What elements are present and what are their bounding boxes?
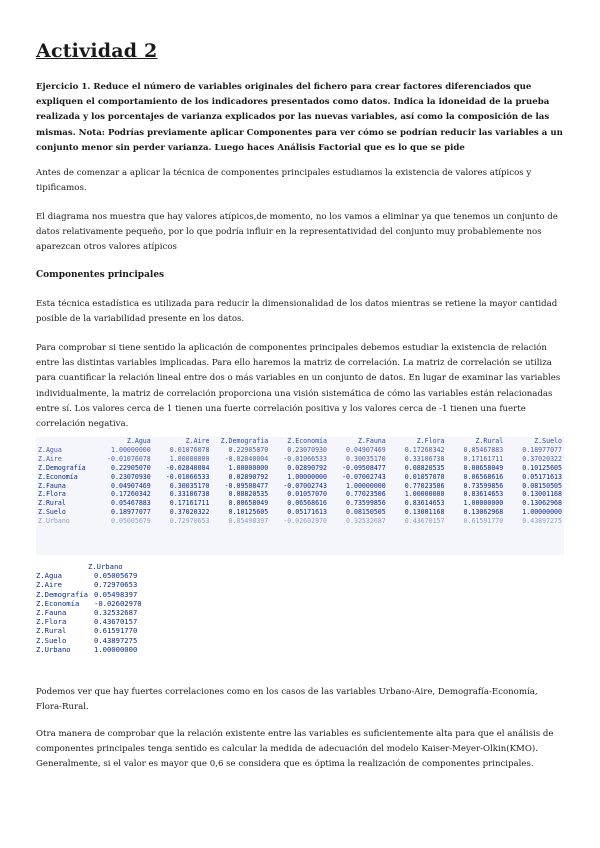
correlation-paragraph: Para comprobar si tiene sentido la aplicación de componentes principales debemos estudiar la existencia de relación entre las distintas variables implicadas. Para ello haremos la matriz de correlación. La matriz de correlación se utiliza para cuantificar la relación lineal entre dos o más variables en un conjunto de datos. En lugar de examinar las variables individualmente, la matriz de correlación proporciona una visión sistemática de cómo las variables están relacionadas entre sí. Los valores cerca de 1 tienen una fuerte correlación positiva y los valores cerca de -1 tienen una fuerte correlación negativa. (36, 343, 561, 430)
table-cell: 0.05171613 (522, 472, 562, 481)
table-cell: 0.33106738 (169, 490, 210, 499)
table-cell: -0.09508477 (224, 481, 269, 490)
table-cell: -0.01076078 (107, 454, 151, 463)
table-cell: 0.83614653 (463, 490, 504, 499)
table-cell: 0.77023506 (404, 481, 445, 490)
row-label: Z.Aire (38, 454, 62, 463)
table-cell: 0.00658049 (463, 463, 504, 472)
table-cell: 0.13062968 (463, 508, 504, 517)
table-cell: 1.00000000 (287, 472, 327, 481)
table-cell: 0.00658049 (228, 499, 269, 508)
column-header: Z.Economía (287, 437, 327, 445)
pca-paragraph: Esta técnica estadística es utilizada para reducir la dimensionalidad de los datos mientras se retiene la mayor cantidad posible de la variabilidad presente en los datos. (36, 299, 558, 325)
table-cell: 0.04907469 (346, 445, 386, 454)
correlation-matrix-table (36, 437, 564, 526)
table-cell: 1.00000000 (522, 508, 562, 517)
table-row (36, 482, 564, 491)
table-cell: 0.01057070 (404, 472, 445, 481)
correlation-matrix-output (36, 437, 564, 555)
table-cell: 0.18977077 (522, 445, 562, 454)
table-cell: 0.10125605 (228, 508, 269, 517)
row-value: -0.02602970 (94, 598, 142, 608)
list-item (36, 636, 146, 645)
table-cell: -0.02602970 (283, 517, 327, 526)
table-cell: 0.05005679 (111, 517, 151, 526)
table-cell: 0.06568616 (463, 472, 504, 481)
table-cell: 0.08150505 (522, 481, 562, 490)
table-cell: 0.10125605 (522, 463, 562, 472)
row-label: Z.Flora (38, 490, 66, 499)
row-value: 0.43897275 (94, 635, 138, 645)
urbano-column-header: Z.Urbano (88, 562, 123, 571)
row-value: 0.61591770 (94, 626, 138, 636)
table-cell: 0.08820535 (228, 490, 269, 499)
column-header: Z.Aire (185, 437, 210, 445)
table-cell: 0.13001168 (522, 490, 562, 499)
list-item (36, 626, 146, 635)
table-row (36, 464, 564, 473)
table-cell: 0.01057070 (287, 490, 327, 499)
intro-paragraph: Antes de comenzar a aplicar la técnica de componentes principales estudiamos la existencia de valores atípicos y tipificamos. (36, 168, 532, 194)
table-cell: 0.01076078 (169, 445, 210, 454)
row-label: Z.Suelo (36, 635, 67, 645)
table-cell: 0.30035170 (346, 454, 386, 463)
table-header-row (36, 437, 564, 446)
table-cell: 0.17161711 (169, 499, 210, 508)
table-cell: 0.37020322 (522, 454, 562, 463)
table-cell: 0.61591770 (463, 517, 504, 526)
table-cell: 0.02890792 (287, 463, 327, 472)
table-row (36, 508, 564, 517)
table-cell: -0.01066533 (165, 472, 210, 481)
table-cell: 0.23070930 (111, 472, 151, 481)
table-cell: -0.07002743 (283, 481, 327, 490)
table-cell: 0.06568616 (287, 499, 327, 508)
table-row (36, 499, 564, 508)
table-cell: 0.05467883 (463, 445, 504, 454)
table-cell: 0.08150505 (346, 508, 386, 517)
table-cell: 0.33106738 (404, 454, 445, 463)
list-item (36, 617, 146, 626)
table-cell: 1.00000000 (228, 463, 269, 472)
table-cell: 1.00000000 (463, 499, 504, 508)
row-label: Z.Urbano (36, 644, 71, 654)
list-item (36, 645, 146, 654)
outliers-paragraph: El diagrama nos muestra que hay valores atípicos,de momento, no los vamos a eliminar ya que tenemos un conjunto de datos relativamente pequeño, por lo que podría influir en la representatividad del conjunto muy probablemente nos aparezcan otros valores atípicos (36, 212, 558, 253)
row-label: Z.Agua (38, 445, 62, 454)
kmo-paragraph: Otra manera de comprobar que la relación existente entre las variables es suficientemente alta para que el análisis de componentes principales tenga sentido es calcular la medida de adecuación del modelo Kaiser-Meyer-Olkin(KMO). Generalmente, si el valor es mayor que 0,6 se considera que es óptima la realización de componentes principales. (36, 729, 554, 770)
table-cell: 0.32532687 (346, 517, 386, 526)
table-cell: 0.17260342 (404, 445, 445, 454)
row-value: 1.00000000 (94, 644, 138, 654)
column-header: Z.Rural (475, 437, 504, 445)
table-cell: 0.05498397 (228, 517, 269, 526)
table-cell: 0.43670157 (404, 517, 445, 526)
table-cell: 0.05467883 (111, 499, 151, 508)
row-value: 0.32532687 (94, 608, 138, 618)
table-cell: -0.01066533 (283, 454, 327, 463)
column-header: Z.Suelo (534, 437, 562, 445)
table-cell: 0.04907469 (111, 481, 151, 490)
table-cell: 0.77023506 (346, 490, 386, 499)
section-heading-pca: Componentes principales (36, 270, 165, 280)
exercise-statement: Ejercicio 1. Reduce el número de variables originales del fichero para crear factores diferenciados que expliquen el comportamiento de los indicadores presentados como datos. Indica la idoneidad de la prueba realizada y los porcentajes de varianza explicados por las nuevas variables, así como la composición de las mismas. Nota: Podrías previamente aplicar Componentes para ver cómo se podrían reducir las variables a un conjunto menor sin perder varianza. Luego haces Análisis Factorial que es lo que se pide (36, 82, 563, 153)
row-value: 0.43670157 (94, 617, 138, 627)
column-header: Z.Demografía (220, 437, 269, 445)
table-cell: 0.22905070 (228, 445, 269, 454)
row-label: Z.Flora (36, 617, 67, 627)
row-label: Z.Urbano (38, 517, 70, 526)
table-cell: 0.83614653 (404, 499, 445, 508)
row-label: Z.Suelo (38, 508, 66, 517)
table-cell: 0.05171613 (287, 508, 327, 517)
table-cell: 0.30035170 (169, 481, 210, 490)
column-header: Z.Flora (416, 437, 445, 445)
table-cell: 0.73599856 (346, 499, 386, 508)
table-cell: 0.17260342 (111, 490, 151, 499)
table-row (36, 455, 564, 464)
table-cell: 0.23070930 (287, 445, 327, 454)
table-cell: 0.08820535 (404, 463, 445, 472)
list-item (36, 608, 146, 617)
table-cell: -0.02840004 (165, 463, 210, 472)
row-label: Z.Demografía (38, 463, 86, 472)
table-row (36, 490, 564, 499)
row-value: 0.72970653 (94, 580, 138, 590)
table-row (36, 473, 564, 482)
column-header: Z.Agua (126, 437, 151, 445)
table-cell: 0.72970653 (169, 517, 210, 526)
table-cell: 0.73599856 (463, 481, 504, 490)
table-cell: 1.00000000 (169, 454, 210, 463)
urbano-column-output (36, 562, 146, 674)
row-label: Z.Rural (38, 499, 66, 508)
observation-paragraph: Podemos ver que hay fuertes correlaciones como en los casos de las variables Urbano-Aire, Demografía-Economía, Flora-Rural. (36, 687, 538, 713)
table-cell: -0.09508477 (342, 463, 386, 472)
table-cell: 0.17161711 (463, 454, 504, 463)
table-cell: 0.43897275 (522, 517, 562, 526)
column-header: Z.Fauna (357, 437, 386, 445)
row-label: Z.Fauna (36, 608, 67, 618)
list-item (36, 599, 146, 608)
list-item (36, 590, 146, 599)
table-row (36, 446, 564, 455)
table-row (36, 517, 564, 526)
row-label: Z.Rural (36, 626, 67, 636)
list-item (36, 571, 146, 580)
table-cell: 0.13062968 (522, 499, 562, 508)
table-cell: -0.07002743 (342, 472, 386, 481)
page-title: Actividad 2 (36, 40, 158, 62)
row-label: Z.Agua (36, 571, 62, 581)
row-label: Z.Economía (38, 472, 78, 481)
table-cell: 0.18977077 (111, 508, 151, 517)
row-label: Z.Demografía (36, 589, 88, 599)
table-cell: 0.37020322 (169, 508, 210, 517)
table-cell: 1.00000000 (111, 445, 151, 454)
table-corner-cell (36, 437, 94, 446)
row-label: Z.Aire (36, 580, 62, 590)
row-value: 0.05498397 (94, 589, 138, 599)
table-cell: 0.22905070 (111, 463, 151, 472)
row-value: 0.05005679 (94, 571, 138, 581)
row-label: Z.Fauna (38, 481, 66, 490)
table-cell: 0.13001168 (404, 508, 445, 517)
table-cell: 1.00000000 (404, 490, 445, 499)
list-item (36, 580, 146, 589)
table-cell: 1.00000000 (346, 481, 386, 490)
table-cell: -0.02840004 (224, 454, 269, 463)
row-label: Z.Economía (36, 598, 80, 608)
table-cell: 0.02890792 (228, 472, 269, 481)
